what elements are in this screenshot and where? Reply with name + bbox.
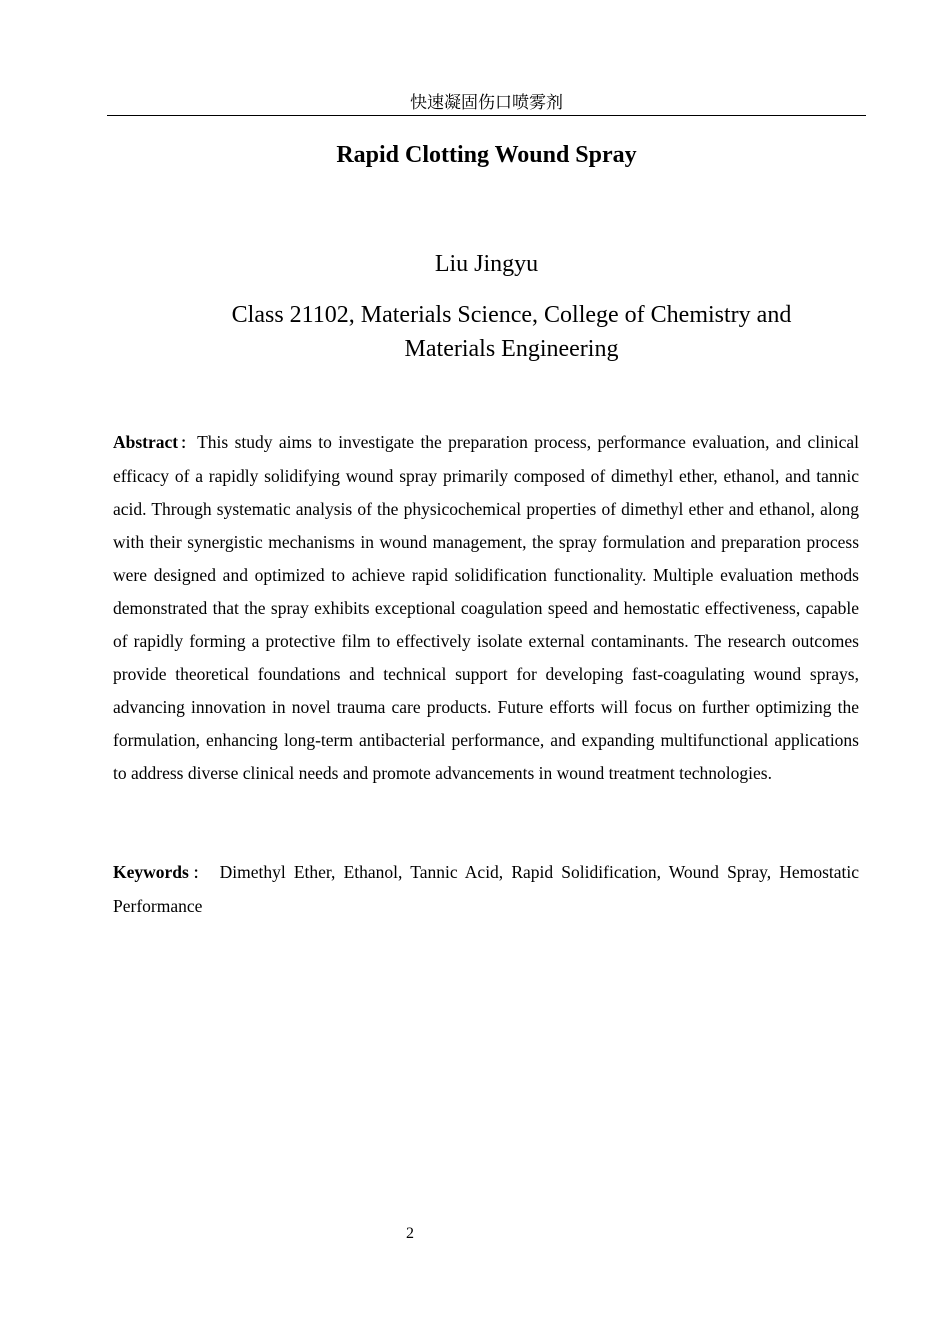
author-name: Liu Jingyu xyxy=(434,251,539,277)
keywords-label: Keywords xyxy=(113,862,189,882)
paper-title: Rapid Clotting Wound Spray xyxy=(336,142,637,168)
keywords-separator: ： xyxy=(188,864,212,882)
header-rule xyxy=(107,115,866,116)
keywords-paragraph xyxy=(113,856,859,923)
author-affiliation: Class 21102, Materials Science, College of Chemistry and Materials Engineering xyxy=(231,302,792,362)
abstract-label: Abstract xyxy=(113,432,179,452)
abstract-separator: ： xyxy=(178,434,198,452)
keywords-text: Dimethyl Ether, Ethanol, Tannic Acid, Rapid Solidification, Wound Spray, Hemostatic Performance xyxy=(113,862,859,916)
running-header: 快速凝固伤口喷雾剂 xyxy=(410,93,563,113)
page-number: 2 xyxy=(406,1225,414,1242)
abstract-text: This study aims to investigate the preparation process, performance evaluation, and clinical efficacy of a rapidly solidifying wound spray primarily composed of dimethyl ether, ethanol, and tannic acid. Through systematic analysis of the physicochemical properties of dimethyl ether and ethanol, along with their synergistic mechanisms in wound management, the spray formulation and preparation process were designed and optimized to achieve rapid solidification functionality. Multiple evaluation methods demonstrated that the spray exhibits exceptional coagulation speed and hemostatic effectiveness, capable of rapidly forming a protective film to effectively isolate external contaminants. The research outcomes provide theoretical foundations and technical support for developing fast-coagulating wound sprays, advancing innovation in novel trauma care products. Future efforts will focus on further optimizing the formulation, enhancing long-term antibacterial performance, and expanding multifunctional applications to address diverse clinical needs and promote advancements in wound treatment technologies. xyxy=(113,432,859,783)
abstract-paragraph xyxy=(113,426,859,790)
